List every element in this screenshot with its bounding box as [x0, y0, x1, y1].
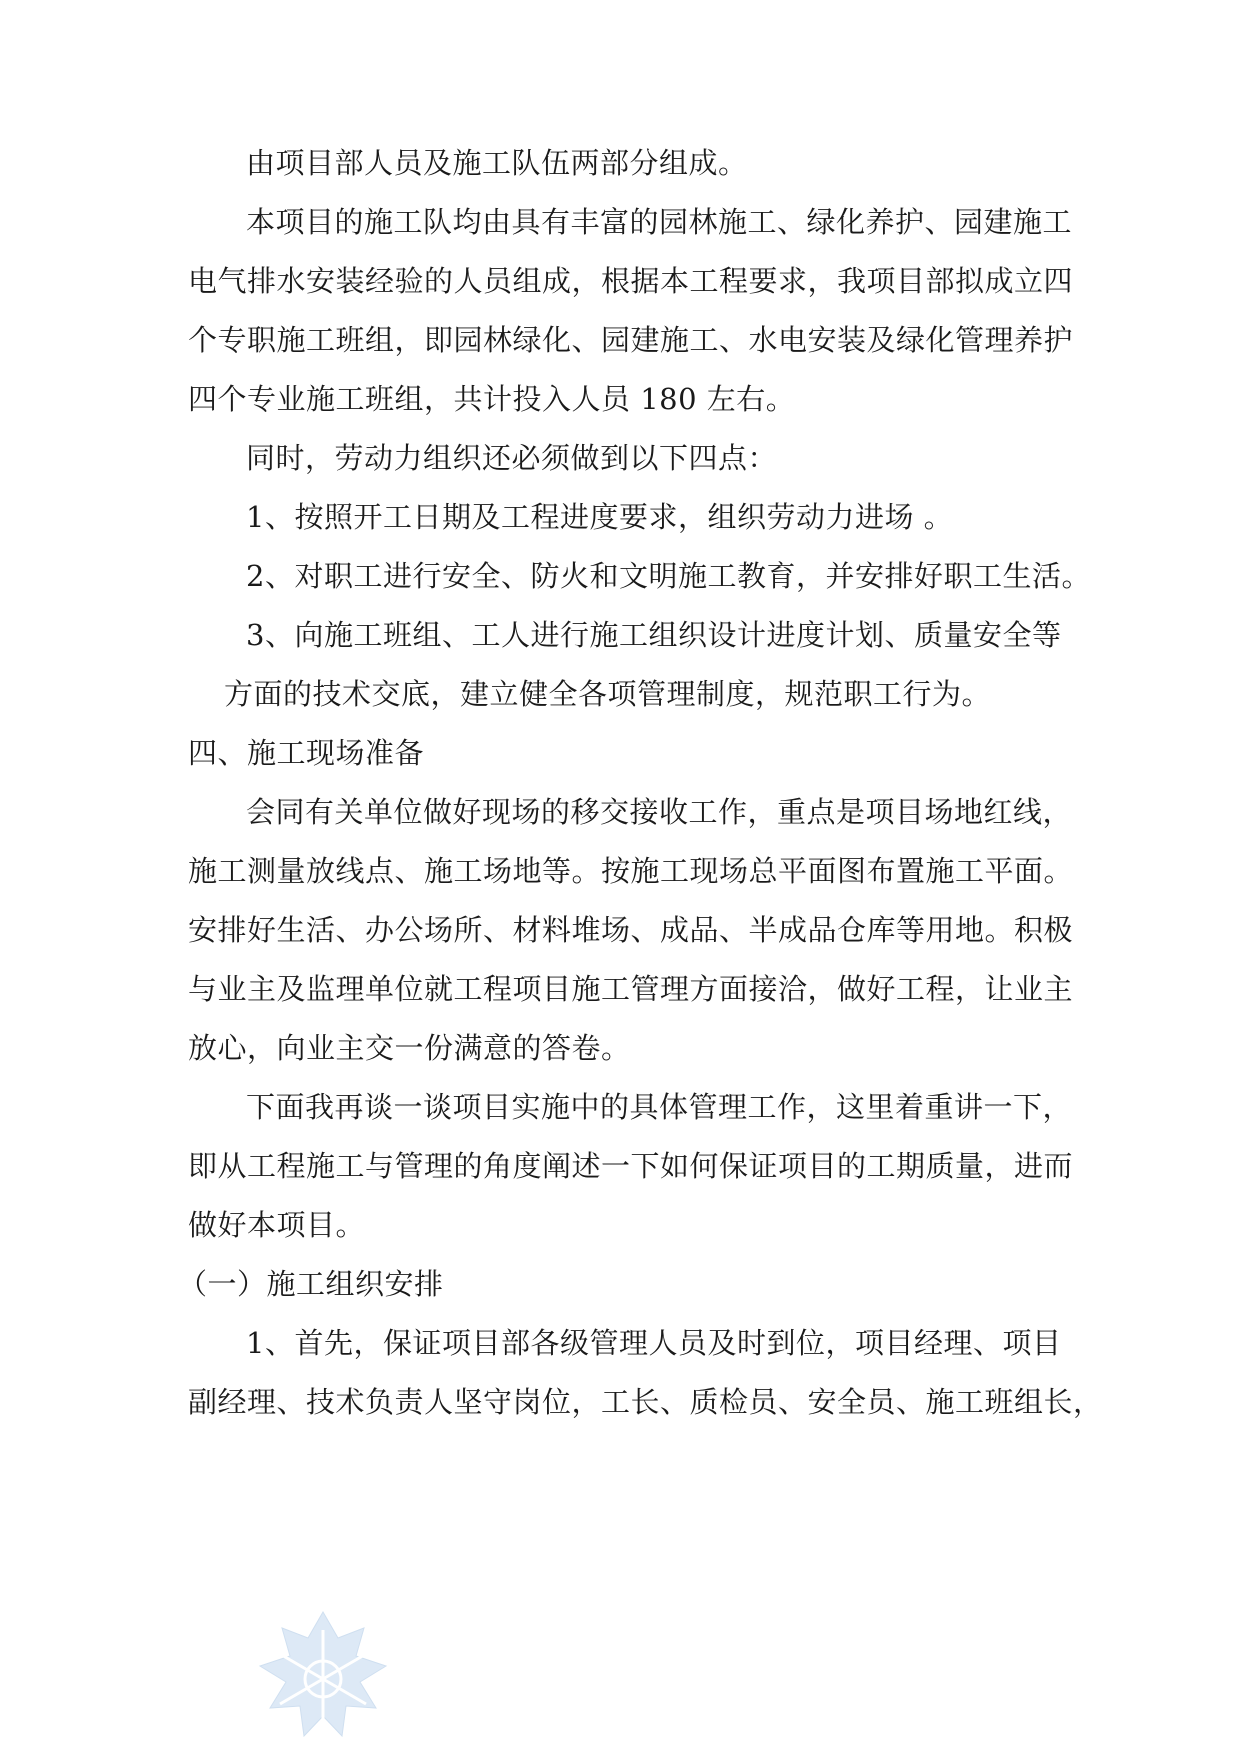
snowflake-logo-icon	[252, 1608, 394, 1750]
text-line: 与业主及监理单位就工程项目施工管理方面接洽，做好工程，让业主	[188, 972, 1074, 1006]
subsection-heading: （一）施工组织安排	[178, 1267, 444, 1301]
text-line: 施工测量放线点、施工场地等。按施工现场总平面图布置施工平面。	[188, 854, 1074, 888]
text-line: 同时，劳动力组织还必须做到以下四点：	[246, 441, 778, 475]
text-line: 安排好生活、办公场所、材料堆场、成品、半成品仓库等用地。积极	[188, 913, 1074, 947]
text-line: 四个专业施工班组，共计投入人员 180 左右。	[188, 382, 796, 416]
list-item: 1、按照开工日期及工程进度要求，组织劳动力进场 。	[246, 500, 954, 534]
text-line: 会同有关单位做好现场的移交接收工作，重点是项目场地红线，	[246, 795, 1073, 829]
text-line: 放心，向业主交一份满意的答卷。	[188, 1031, 631, 1065]
text-line: 电气排水安装经验的人员组成，根据本工程要求，我项目部拟成立四	[188, 264, 1074, 298]
text-line: 下面我再谈一谈项目实施中的具体管理工作，这里着重讲一下，	[246, 1090, 1073, 1124]
text-line: 方面的技术交底，建立健全各项管理制度，规范职工行为。	[224, 677, 992, 711]
text-line: 即从工程施工与管理的角度阐述一下如何保证项目的工期质量，进而	[188, 1149, 1074, 1183]
text-line: 本项目的施工队均由具有丰富的园林施工、绿化养护、园建施工	[246, 205, 1073, 239]
list-item: 2、对职工进行安全、防火和文明施工教育，并安排好职工生活。	[246, 559, 1091, 593]
text-line: 由项目部人员及施工队伍两部分组成。	[246, 146, 748, 180]
section-heading: 四、施工现场准备	[188, 736, 425, 770]
text-line: 做好本项目。	[188, 1208, 366, 1242]
list-item: 1、首先，保证项目部各级管理人员及时到位，项目经理、项目	[246, 1326, 1062, 1360]
list-item: 3、向施工班组、工人进行施工组织设计进度计划、质量安全等	[246, 618, 1062, 652]
text-line: 副经理、技术负责人坚守岗位，工长、质检员、安全员、施工班组长，	[188, 1385, 1103, 1419]
text-line: 个专职施工班组，即园林绿化、园建施工、水电安装及绿化管理养护	[188, 323, 1074, 357]
